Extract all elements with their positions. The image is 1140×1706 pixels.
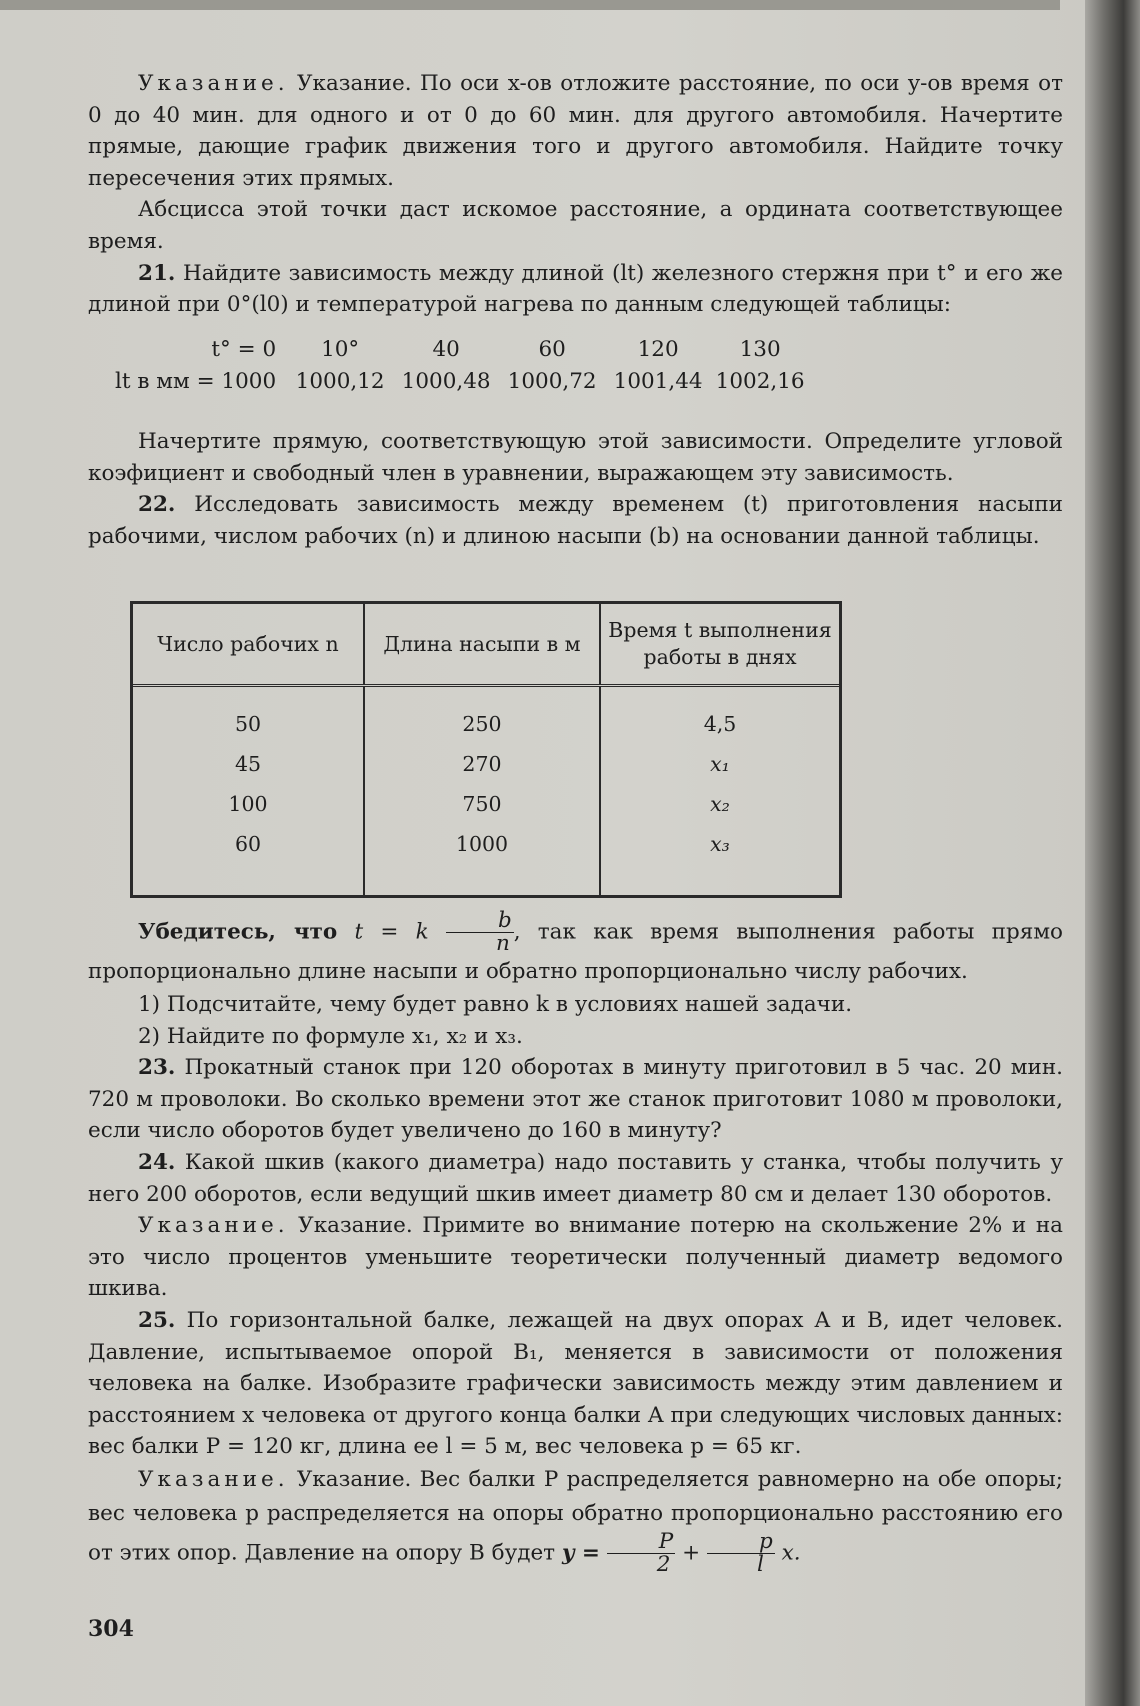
verify-lead: Убедитесь, что [138, 919, 338, 945]
rate-row-length [115, 365, 810, 397]
fraction-b-over-n [446, 910, 514, 955]
fraction-denominator: 2 [656, 1551, 671, 1577]
step-2: 2) Найдите по формуле x₁, x₂ и x₃. [138, 1023, 523, 1049]
fraction-denominator: l [756, 1551, 764, 1577]
fraction-numerator: p [707, 1531, 775, 1554]
cell-length: 270 [364, 744, 600, 784]
fraction-p-over-l [707, 1528, 775, 1577]
text-block-bottom [88, 910, 1063, 1576]
text-block-top [88, 68, 1063, 321]
rate-cell: 1000,12 [295, 368, 385, 394]
page-top-edge [0, 0, 1060, 10]
problem-23 [88, 1052, 1063, 1147]
cell-workers: 50 [133, 686, 364, 745]
hint-label: Указание. [138, 1466, 289, 1492]
cell-time: x₃ [710, 832, 730, 856]
problem-number: 24. [138, 1149, 176, 1175]
rate-cell: 10° [321, 336, 360, 362]
hint-label: Указание. [138, 71, 289, 96]
rate-cell: 120 [637, 336, 679, 362]
rate-cell: 40 [432, 336, 460, 362]
rate-cell: 1000,48 [401, 368, 491, 394]
problem-21 [88, 258, 1063, 321]
formula-t-eq: t = k [354, 919, 429, 945]
rate-label: lt в мм = 1000 [115, 368, 277, 394]
verify-text: , так как время выполнения работы прямо пропорционально длине насыпи и обратно пропорционально числу рабочих. [88, 919, 1063, 984]
formula-y-eq: y = [561, 1540, 600, 1566]
draw-line-paragraph: Начертите прямую, соответствующую этой зависимости. Определите угловой коэфициент и свободный член в уравнении, выражающем эту зависимость. [88, 429, 1063, 486]
verify-paragraph [88, 910, 1063, 989]
fraction-numerator: P [607, 1531, 675, 1554]
work-time-table [130, 601, 842, 898]
problem-25-text: По горизонтальной балке, лежащей на двух опорах A и B, идет человек. Давление, испытываемое опорой B₁, меняется в зависимости от положения человека на балке. Изобразите графически зависимость между этим давлением и расстоянием x человека от другого конца балки A при следующих числовых данных: вес балки P = 120 кг, длина ее l = 5 м, вес человека p = 65 кг. [88, 1307, 1063, 1460]
abscissa-paragraph: Абсцисса этой точки даст искомое расстояние, а ордината соответствующее время. [88, 197, 1063, 254]
problem-22 [88, 489, 1063, 552]
table-row [133, 784, 839, 824]
rate-cell: 60 [538, 336, 566, 362]
hint-paragraph-2 [88, 1210, 1063, 1305]
cell-workers: 60 [133, 824, 364, 895]
rate-row-temperature [115, 333, 810, 365]
problem-number: 25. [138, 1307, 176, 1333]
rate-table [0, 333, 975, 397]
text-block-middle [88, 426, 1063, 552]
cell-length: 1000 [364, 824, 600, 895]
formula-plus: + [682, 1540, 701, 1566]
table-row [133, 824, 839, 895]
formula-tail: x. [781, 1540, 801, 1566]
cell-time: x₁ [710, 752, 730, 776]
cell-length: 250 [364, 686, 600, 745]
table-row [133, 686, 839, 745]
cell-time: 4,5 [703, 712, 737, 736]
rate-cell: 1002,16 [715, 368, 805, 394]
header-length: Длина насыпи в м [364, 604, 600, 686]
table-header-row [133, 604, 839, 686]
cell-workers: 45 [133, 744, 364, 784]
fraction-denominator: n [495, 931, 510, 956]
rate-label: t° = 0 [211, 336, 277, 362]
problem-number: 23. [138, 1055, 176, 1081]
problem-25 [88, 1305, 1063, 1463]
hint-paragraph-1 [88, 68, 1063, 194]
fraction-numerator: b [446, 910, 514, 933]
header-workers: Число рабочих n [133, 604, 364, 686]
problem-23-text: Прокатный станок при 120 оборотах в минуту приготовил в 5 час. 20 мин. 720 м проволоки. Во сколько времени этот же станок приготовит 1080 м проволоки, если число оборотов будет увеличено до 160 в минуту? [88, 1055, 1063, 1144]
hint-paragraph-3 [88, 1463, 1063, 1576]
problem-22-text: Исследовать зависимость между временем (t) приготовления насыпи рабочими, числом рабочих (n) и длиною насыпи (b) на основании данной таблицы. [88, 492, 1063, 549]
problem-number: 21. [138, 260, 176, 286]
problem-21-text: Найдите зависимость между длиной (lt) железного стержня при t° и его же длиной при 0°(l0) и температурой нагрева по данным следующей таблицы: [88, 260, 1063, 318]
rate-cell: 130 [739, 336, 781, 362]
problem-24 [88, 1147, 1063, 1210]
hint-text: Указание. Вес балки P распределяется равномерно на обе опоры; вес человека p распределяется на опоры обратно пропорционально расстоянию его от этих опор. Давление на опору B будет [88, 1466, 1063, 1566]
header-time: Время t выполнения работы в днях [600, 604, 839, 686]
hint-label: Указание. [138, 1213, 289, 1239]
step-1: 1) Подсчитайте, чему будет равно k в условиях нашей задачи. [138, 992, 853, 1017]
problem-24-text: Какой шкив (какого диаметра) надо поставить у станка, чтобы получить у него 200 оборотов, если ведущий шкив имеет диаметр 80 см и делает 130 оборотов. [88, 1149, 1063, 1207]
page-number: 304 [88, 1616, 134, 1642]
fraction-P-over-2 [607, 1528, 675, 1577]
cell-time: x₂ [710, 792, 730, 816]
problem-number: 22. [138, 492, 176, 518]
hint-text: Указание. Примите во внимание потерю на скольжение 2% и на это число процентов уменьшите теоретически полученный диаметр ведомого шкива. [88, 1213, 1063, 1302]
rate-cell: 1001,44 [613, 368, 703, 394]
hint-text: Указание. По оси x-ов отложите расстояние, по оси y-ов время от 0 до 40 мин. для одного и от 0 до 60 мин. для другого автомобиля. Начертите прямые, дающие график движения того и другого автомобиля. Найдите точку пересечения этих прямых. [88, 71, 1063, 191]
book-spine-shadow [1085, 0, 1140, 1706]
cell-workers: 100 [133, 784, 364, 824]
cell-length: 750 [364, 784, 600, 824]
rate-cell: 1000,72 [507, 368, 597, 394]
table-row [133, 744, 839, 784]
